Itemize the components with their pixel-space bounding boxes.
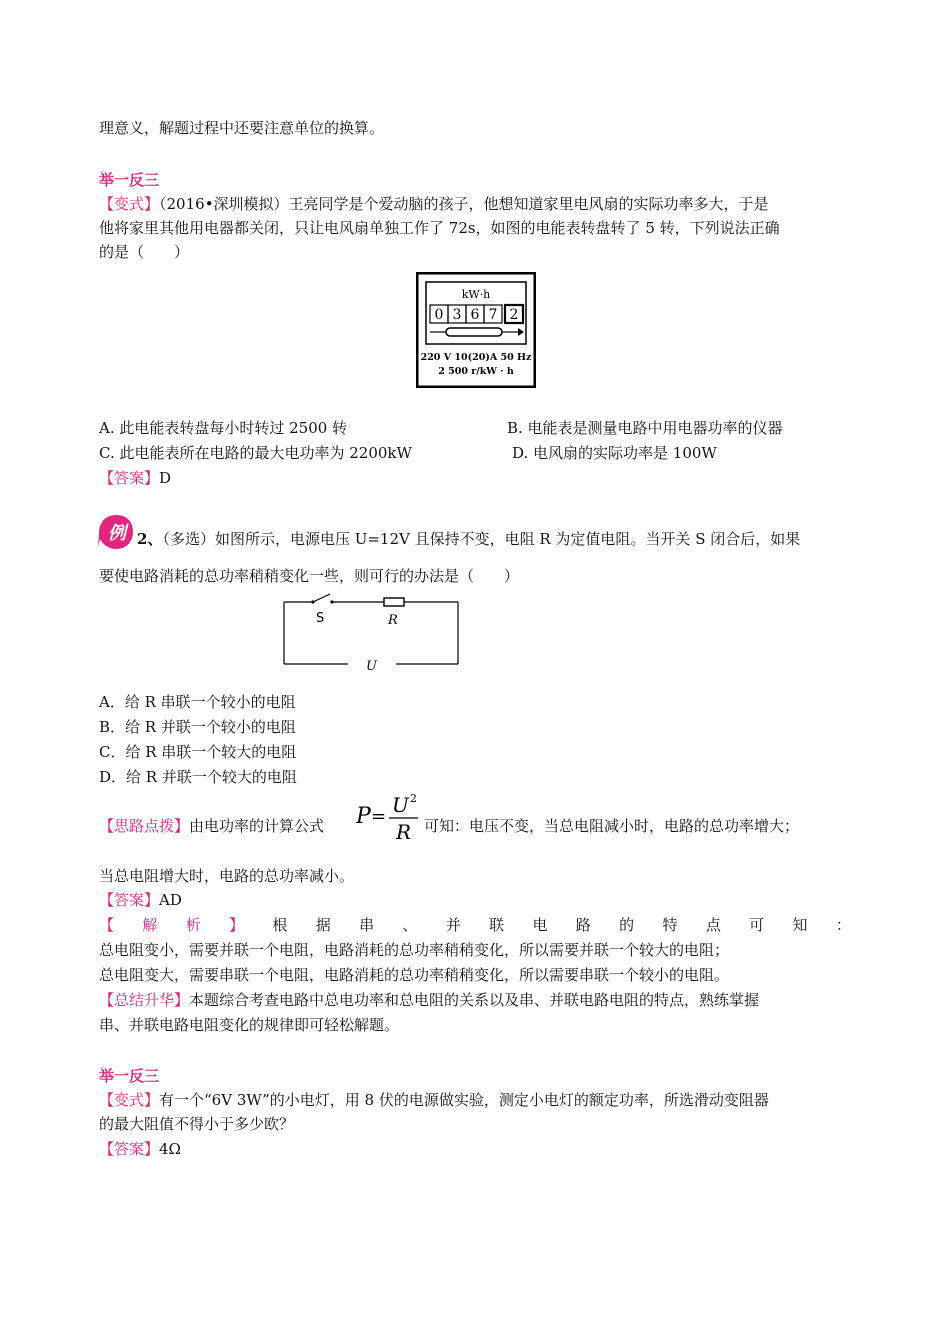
answer-value: 4Ω [159,1140,181,1158]
analysis-line1 [99,915,851,935]
v1-option-d: D. 电风扇的实际功率是 100W [512,444,717,462]
hint-line2: 当总电阻增大时，电路的总功率减小。 [99,867,355,885]
analysis-word: 、 [402,916,418,934]
ex2-option-a: A．给 R 串联一个较小的电阻 [99,693,296,711]
ex2-option-d: D．给 R 并联一个较大的电阻 [99,768,297,786]
analysis-word: 特 [662,916,678,934]
analysis-word: 路 [575,916,591,934]
analysis-tag: 析 [185,916,201,934]
analysis-word: 的 [619,916,635,934]
analysis-word: 知 [792,916,808,934]
analysis-word: 并 [445,916,461,934]
hint-pre: 由电功率的计算公式 [189,817,325,835]
variant2-line2: 的最大阻值不得小于多少欧？ [99,1115,295,1133]
meter-revs: 2 500 r/kW · h [438,366,514,377]
analysis-word: 根 [272,916,288,934]
ex2-option-c: C．给 R 串联一个较大的电阻 [99,743,297,761]
analysis-word: 电 [532,916,548,934]
summary-text: 本题综合考查电路中总电功率和总电阻的关系以及串、并联电路电阻的特点，熟练掌握 [189,991,760,1009]
v1-option-c: C. 此电能表所在电路的最大电功率为 2200kW [99,444,412,462]
answer-value: D [159,469,172,487]
formula-lhs: P [356,804,371,829]
meter-digit: 2 [509,307,519,323]
answer-tag: 【答案】 [99,469,160,487]
analysis-word: 可 [749,916,765,934]
v1-answer [99,468,171,488]
v2-answer [99,1139,181,1159]
switch-label: S [316,611,325,626]
variant2-text: 有一个“6V 3W”的小电灯，用 8 伏的电源做实验，测定小电灯的额定功率，所选滑动变阻器 [159,1091,769,1109]
v1-option-a: A. 此电能表转盘每小时转过 2500 转 [99,419,348,437]
variant1-text: （2016•深圳模拟）王亮同学是个爱动脑的孩子，他想知道家里电风扇的实际功率多大，于是 [159,195,769,213]
switch-icon [311,594,333,604]
formula-eq: = [371,806,387,827]
meter-digit: 7 [488,307,498,323]
formula-exp: 2 [410,792,417,805]
hint-tag: 【思路点拨】 [99,817,190,835]
ex2-line1 [137,529,800,549]
summary-line2: 串、并联电路电阻变化的规律即可轻松解题。 [99,1016,400,1034]
circuit-diagram [282,592,462,674]
ex2-number: 2、 [137,530,163,548]
summary-line1 [99,990,759,1010]
variant1-line2: 他将家里其他用电器都关闭，只让电风扇单独工作了 72s，如图的电能表转盘转了 5 转，下列说法正确 [99,219,780,237]
ex2-option-b: B．给 R 并联一个较小的电阻 [99,718,296,736]
hint-post: 可知：电压不变，当总电阻减小时，电路的总功率增大； [424,817,800,835]
formula-num: U [392,793,409,817]
energy-meter-figure [416,272,536,388]
meter-unit: kW·h [461,288,491,301]
meter-digit: 0 [434,307,444,323]
analysis-tag: 】 [229,916,245,934]
variant1-line3: 的是（ ） [99,243,190,261]
meter-rating: 220 V 10(20)A 50 Hz [420,352,532,363]
example-badge-icon [97,513,135,551]
power-formula [356,790,420,846]
meter-digit: 3 [452,307,462,323]
analysis-word: 点 [705,916,721,934]
badge-text: 例 [108,523,126,544]
source-label: U [366,659,377,674]
analysis-line3: 总电阻变大，需要串联一个电阻，电路消耗的总功率稍稍变化，所以需要串联一个较小的电阻。 [99,966,730,984]
ex2-answer [99,890,182,910]
hint-line1-left [99,816,324,836]
variant2-line1 [99,1090,769,1110]
answer-value: AD [159,891,182,909]
analysis-word: 串 [359,916,375,934]
summary-tag: 【总结升华】 [99,991,190,1009]
resistor-icon [384,598,404,606]
variant-tag: 【变式】 [99,195,160,213]
analysis-tag: 解 [142,916,158,934]
analysis-word: ： [835,916,851,934]
analysis-word: 联 [489,916,505,934]
section-heading: 举一反三 [99,171,160,189]
answer-tag: 【答案】 [99,891,160,909]
analysis-tag: 【 [99,916,115,934]
variant-tag: 【变式】 [99,1091,160,1109]
resistor-label: R [388,613,398,628]
intro-text: 理意义，解题过程中还要注意单位的换算。 [99,119,385,137]
section-heading: 举一反三 [99,1067,160,1085]
analysis-word: 据 [315,916,331,934]
meter-digit: 6 [470,307,480,323]
variant1-line1 [99,194,769,214]
answer-tag: 【答案】 [99,1140,160,1158]
ex2-text: （多选）如图所示，电源电压 U=12V 且保持不变，电阻 R 为定值电阻。当开关 S 闭合后，如果 [162,530,801,548]
v1-option-b: B. 电能表是测量电路中用电器功率的仪器 [507,419,783,437]
ex2-line2: 要使电路消耗的总功率稍稍变化一些，则可行的办法是（ ） [99,567,520,585]
formula-den: R [396,820,412,844]
analysis-line2: 总电阻变小，需要并联一个电阻，电路消耗的总功率稍稍变化，所以需要并联一个较大的电阻； [99,941,730,959]
